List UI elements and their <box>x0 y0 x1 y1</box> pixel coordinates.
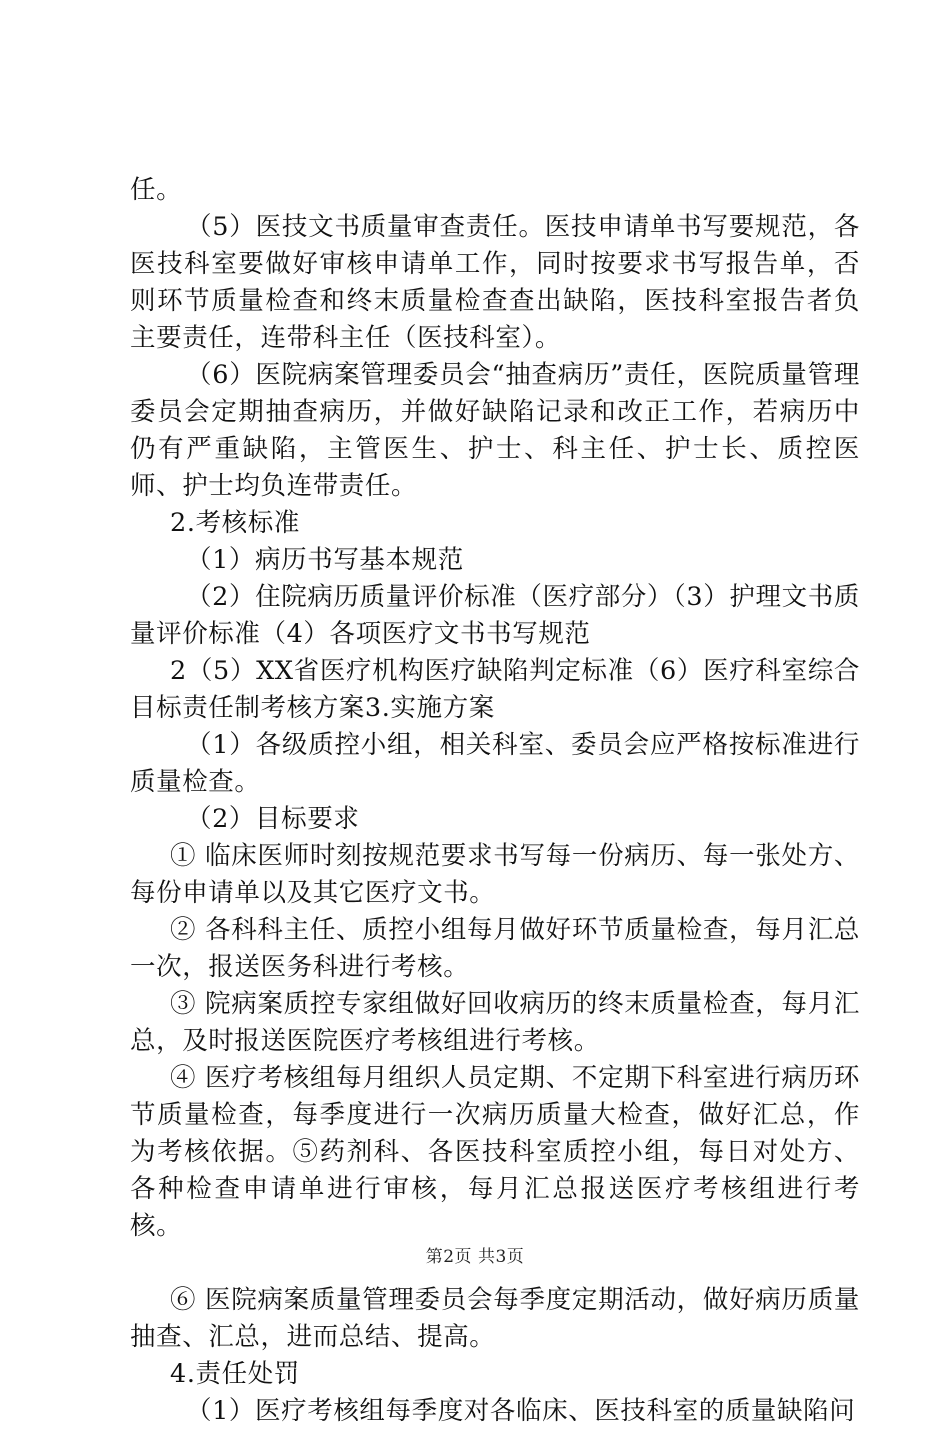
page-number-footer: 第2页 共3页 <box>425 1247 525 1267</box>
section-heading-penalty: 4.责任处罚 <box>170 1359 300 1389</box>
paragraph-standard-5-6: 2（5）XX省医疗机构医疗缺陷判定标准（6）医疗科室综合目标责任制考核方案3.实施方案 <box>130 656 860 723</box>
paragraph-goal-3: ③ 院病案质控专家组做好回收病历的终末质量检查，每月汇总，及时报送医院医疗考核组进行考核。 <box>130 989 860 1056</box>
paragraph-goal-4-5: ④ 医疗考核组每月组织人员定期、不定期下科室进行病历环节质量检查，每季度进行一次病历质量大检查，做好汇总，作为考核依据。⑤药剂科、各医技科室质控小组，每日对处方、各种检查申请单进行审核，每月汇总报送医疗考核组进行考核。 <box>130 1063 860 1241</box>
paragraph-implementation-1: （1）各级质控小组，相关科室、委员会应严格按标准进行质量检查。 <box>130 730 860 797</box>
document-body <box>130 172 860 1430</box>
paragraph-penalty-1: （1）医疗考核组每季度对各临床、医技科室的质量缺陷问 <box>186 1396 856 1426</box>
paragraph-item-5: （5）医技文书质量审查责任。医技申请单书写要规范，各医技科室要做好审核申请单工作，同时按要求书写报告单，否则环节质量检查和终末质量检查查出缺陷，医技科室报告者负主要责任，连带科主任（医技科室）。 <box>130 212 860 353</box>
paragraph-implementation-2: （2）目标要求 <box>186 804 360 834</box>
paragraph-standard-2-4: （2）住院病历质量评价标准（医疗部分）（3）护理文书质量评价标准（4）各项医疗文书书写规范 <box>130 582 860 649</box>
paragraph-standard-1: （1）病历书写基本规范 <box>186 545 464 575</box>
section-heading-assessment-standard: 2.考核标准 <box>170 508 300 538</box>
paragraph-goal-1: ① 临床医师时刻按规范要求书写每一份病历、每一张处方、每份申请单以及其它医疗文书。 <box>130 841 860 908</box>
paragraph-item-6: （6）医院病案管理委员会“抽查病历”责任，医院质量管理委员会定期抽查病历，并做好缺陷记录和改正工作，若病历中仍有严重缺陷，主管医生、护士、科主任、护士长、质控医师、护士均负连带责任。 <box>130 360 860 501</box>
paragraph-goal-2: ② 各科科主任、质控小组每月做好环节质量检查，每月汇总一次，报送医务科进行考核。 <box>130 915 860 982</box>
paragraph-goal-6: ⑥ 医院病案质量管理委员会每季度定期活动，做好病历质量抽查、汇总，进而总结、提高。 <box>130 1285 860 1352</box>
paragraph-continuation: 任。 <box>130 175 183 205</box>
